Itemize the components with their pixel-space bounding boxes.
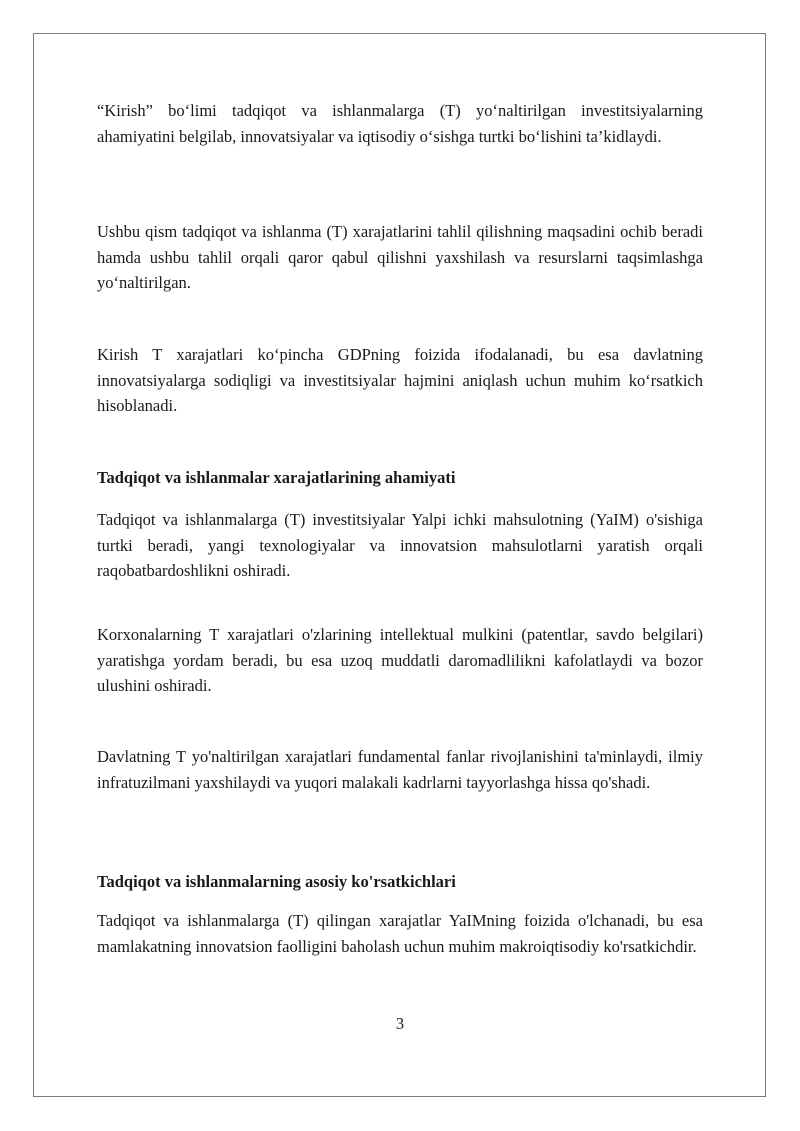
section-heading-indicators: Tadqiqot va ishlanmalarning asosiy ko'rsatkichlari — [97, 872, 456, 891]
paragraph-importance-1: Tadqiqot va ishlanmalarga (T) investitsiyalar Yalpi ichki mahsulotning (YaIM) o'sishiga turtki beradi, yangi texnologiyalar va innovatsion mahsulotlarni yaratish orqali raqobatbardoshlikni oshiradi. — [97, 510, 703, 580]
paragraph-indicators-1: Tadqiqot va ishlanmalarga (T) qilingan xarajatlar YaIMning foizida o'lchanadi, bu esa mamlakatning innovatsion faolligini baholash uchun muhim makroiqtisodiy ko'rsatkichdir. — [97, 911, 703, 956]
paragraph-intro-2: Ushbu qism tadqiqot va ishlanma (T) xarajatlarini tahlil qilishning maqsadini ochib beradi hamda ushbu tahlil orqali qaror qabul qilishni yaxshilash va resurslarni taqsimlashga yo‘naltirilgan. — [97, 222, 703, 292]
paragraph-importance-3: Davlatning T yo'naltirilgan xarajatlari fundamental fanlar rivojlanishini ta'minlaydi, ilmiy infratuzilmani yaxshilaydi va yuqori malakali kadrlarni tayyorlashga hissa qo'shadi. — [97, 747, 703, 792]
paragraph-intro-3: Kirish T xarajatlari ko‘pincha GDPning foizida ifodalanadi, bu esa davlatning innovatsiyalarga sodiqligi va investitsiyalar hajmini aniqlash uchun muhim ko‘rsatkich hisoblanadi. — [97, 345, 703, 415]
paragraph-importance-2: Korxonalarning T xarajatlari o'zlarining intellektual mulkini (patentlar, savdo belgilari) yaratishga yordam beradi, bu esa uzoq muddatli daromadlilikni kafolatlaydi va bozor ulushini oshiradi. — [97, 625, 703, 695]
section-heading-importance: Tadqiqot va ishlanmalar xarajatlarining ahamiyati — [97, 468, 456, 487]
paragraph-intro-1: “Kirish” bo‘limi tadqiqot va ishlanmalarga (T) yo‘naltirilgan investitsiyalarning ahamiyatini belgilab, innovatsiyalar va iqtisodiy o‘sishga turtki bo‘lishini ta’kidlaydi. — [97, 101, 703, 146]
page-number: 3 — [395, 1014, 405, 1033]
